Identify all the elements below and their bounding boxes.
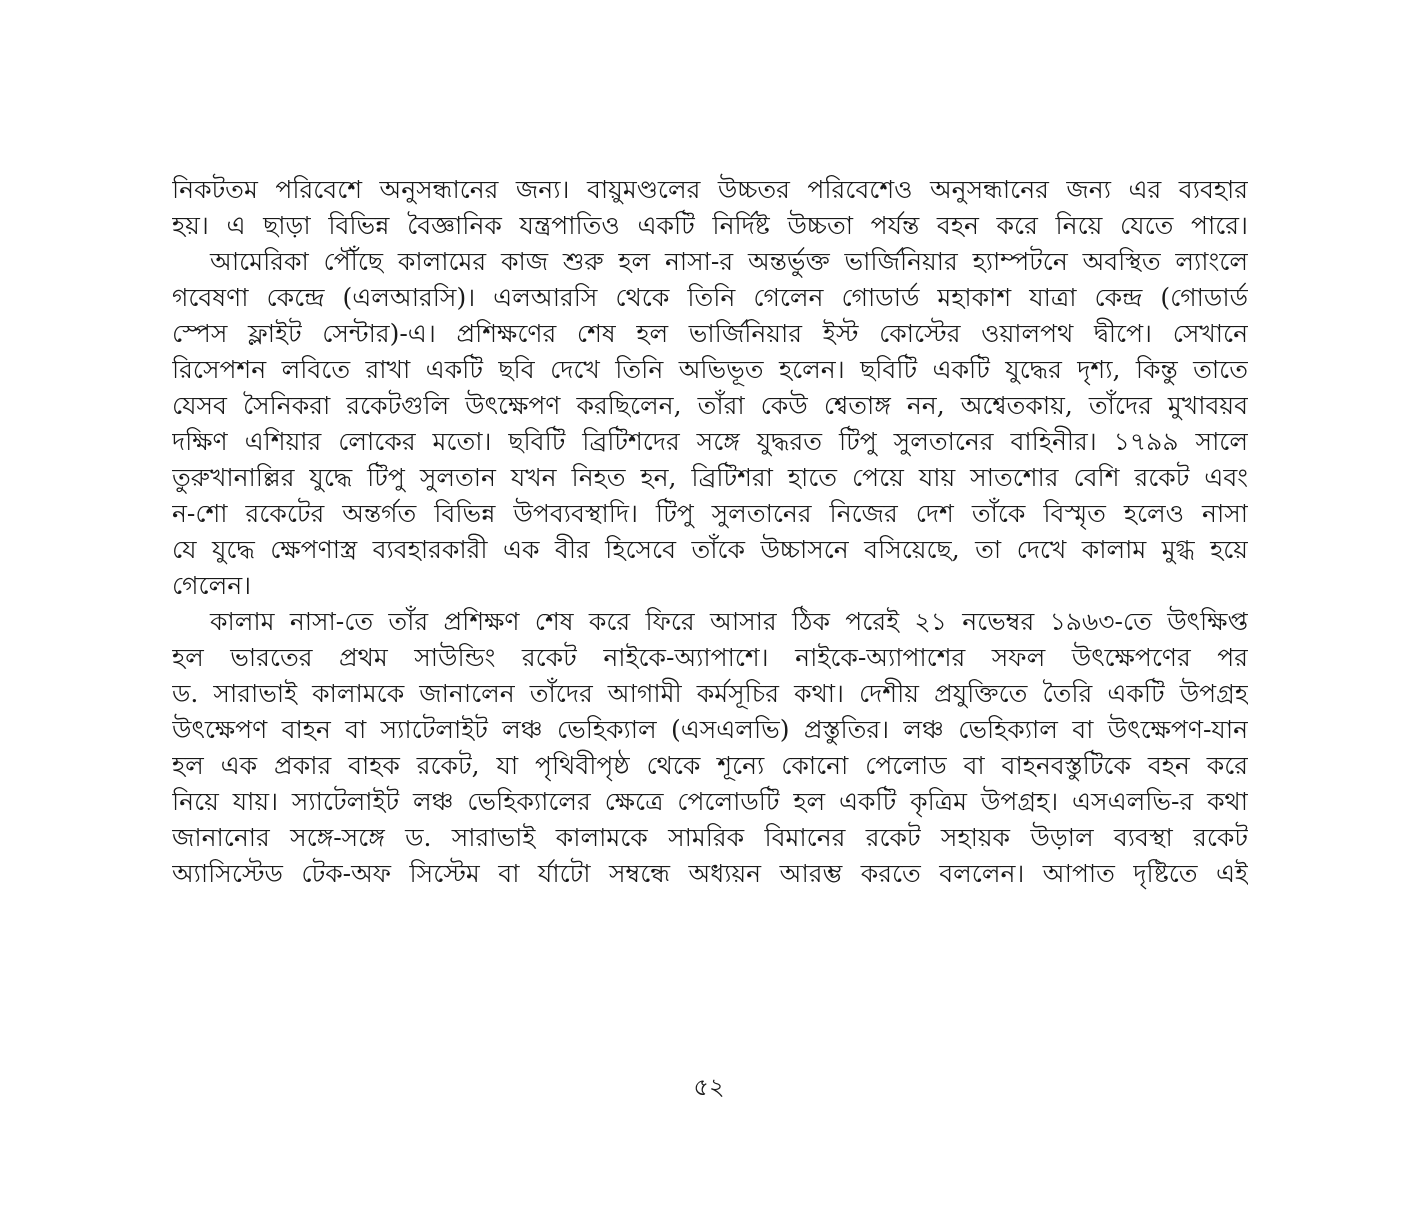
paragraph-3 — [172, 604, 1248, 892]
paragraph-2 — [172, 244, 1248, 604]
text-line: উৎক্ষেপণ বাহন বা স্যাটেলাইট লঞ্চ ভেহিক্যাল (এসএলভি) প্রস্তুতির। লঞ্চ ভেহিক্যাল বা উৎক্ষেপণ-যান — [172, 715, 1248, 744]
text-line: যে যুদ্ধে ক্ষেপণাস্ত্র ব্যবহারকারী এক বীর হিসেবে তাঁকে উচ্চাসনে বসিয়েছে, তা দেখে কালাম মুগ্ধ হয়ে — [172, 535, 1248, 564]
text-line: হয়। এ ছাড়া বিভিন্ন বৈজ্ঞানিক যন্ত্রপাতিও একটি নির্দিষ্ট উচ্চতা পর্যন্ত বহন করে নিয়ে যেতে পারে। — [172, 211, 1248, 240]
page-number: ৫২ — [693, 1073, 725, 1101]
text-line: রিসেপশন লবিতে রাখা একটি ছবি দেখে তিনি অভিভূত হলেন। ছবিটি একটি যুদ্ধের দৃশ্য, কিন্তু তাতে — [172, 355, 1248, 384]
text-line: তুরুখানাল্লির যুদ্ধে টিপু সুলতান যখন নিহত হন, ব্রিটিশরা হাতে পেয়ে যায় সাতশোর বেশি রকেট এবং — [172, 463, 1248, 492]
text-line: স্পেস ফ্লাইট সেন্টার)-এ। প্রশিক্ষণের শেষ হল ভার্জিনিয়ার ইস্ট কোস্টের ওয়ালপথ দ্বীপে। সেখানে — [172, 319, 1248, 348]
text-line: যেসব সৈনিকরা রকেটগুলি উৎক্ষেপণ করছিলেন, তাঁরা কেউ শ্বেতাঙ্গ নন, অশ্বেতকায়, তাঁদের মুখাবয়ব — [172, 391, 1248, 420]
text-line: হল এক প্রকার বাহক রকেট, যা পৃথিবীপৃষ্ঠ থেকে শূন্যে কোনো পেলোড বা বাহনবস্তুটিকে বহন করে — [172, 751, 1248, 780]
text-line: নিকটতম পরিবেশে অনুসন্ধানের জন্য। বায়ুমণ্ডলের উচ্চতর পরিবেশেও অনুসন্ধানের জন্য এর ব্যবহার — [172, 175, 1248, 204]
text-line: হল ভারতের প্রথম সাউন্ডিং রকেট নাইকে-অ্যাপাশে। নাইকে-অ্যাপাশের সফল উৎক্ষেপণের পর — [172, 643, 1248, 672]
text-line: গেলেন। — [172, 571, 252, 600]
text-line: অ্যাসিস্টেড টেক-অফ সিস্টেম বা র্যাটো সম্বন্ধে অধ্যয়ন আরম্ভ করতে বললেন। আপাত দৃষ্টিতে এই — [172, 859, 1248, 888]
text-line: দক্ষিণ এশিয়ার লোকের মতো। ছবিটি ব্রিটিশদের সঙ্গে যুদ্ধরত টিপু সুলতানের বাহিনীর। ১৭৯৯ সালে — [172, 427, 1248, 456]
text-line: নিয়ে যায়। স্যাটেলাইট লঞ্চ ভেহিক্যালের ক্ষেত্রে পেলোডটি হল একটি কৃত্রিম উপগ্রহ। এসএলভি-র কথা — [172, 787, 1248, 816]
text-line: ন-শো রকেটের অন্তর্গত বিভিন্ন উপব্যবস্থাদি। টিপু সুলতানের নিজের দেশ তাঁকে বিস্মৃত হলেও নাসা — [172, 499, 1248, 528]
text-line: জানানোর সঙ্গে-সঙ্গে ড. সারাভাই কালামকে সামরিক বিমানের রকেট সহায়ক উড়াল ব্যবস্থা রকেট — [172, 823, 1248, 852]
paragraph-1 — [172, 172, 1248, 244]
body-text — [172, 172, 1248, 892]
text-line: আমেরিকা পৌঁছে কালামের কাজ শুরু হল নাসা-র অন্তর্ভুক্ত ভার্জিনিয়ার হ্যাম্পটনে অবস্থিত ল্যাংলে — [210, 247, 1248, 276]
text-line: গবেষণা কেন্দ্রে (এলআরসি)। এলআরসি থেকে তিনি গেলেন গোডার্ড মহাকাশ যাত্রা কেন্দ্র (গোডার্ড — [172, 283, 1248, 312]
text-line: কালাম নাসা-তে তাঁর প্রশিক্ষণ শেষ করে ফিরে আসার ঠিক পরেই ২১ নভেম্বর ১৯৬৩-তে উৎক্ষিপ্ত — [210, 607, 1248, 636]
text-line: ড. সারাভাই কালামকে জানালেন তাঁদের আগামী কর্মসূচির কথা। দেশীয় প্রযুক্তিতে তৈরি একটি উপগ্রহ — [172, 679, 1248, 708]
